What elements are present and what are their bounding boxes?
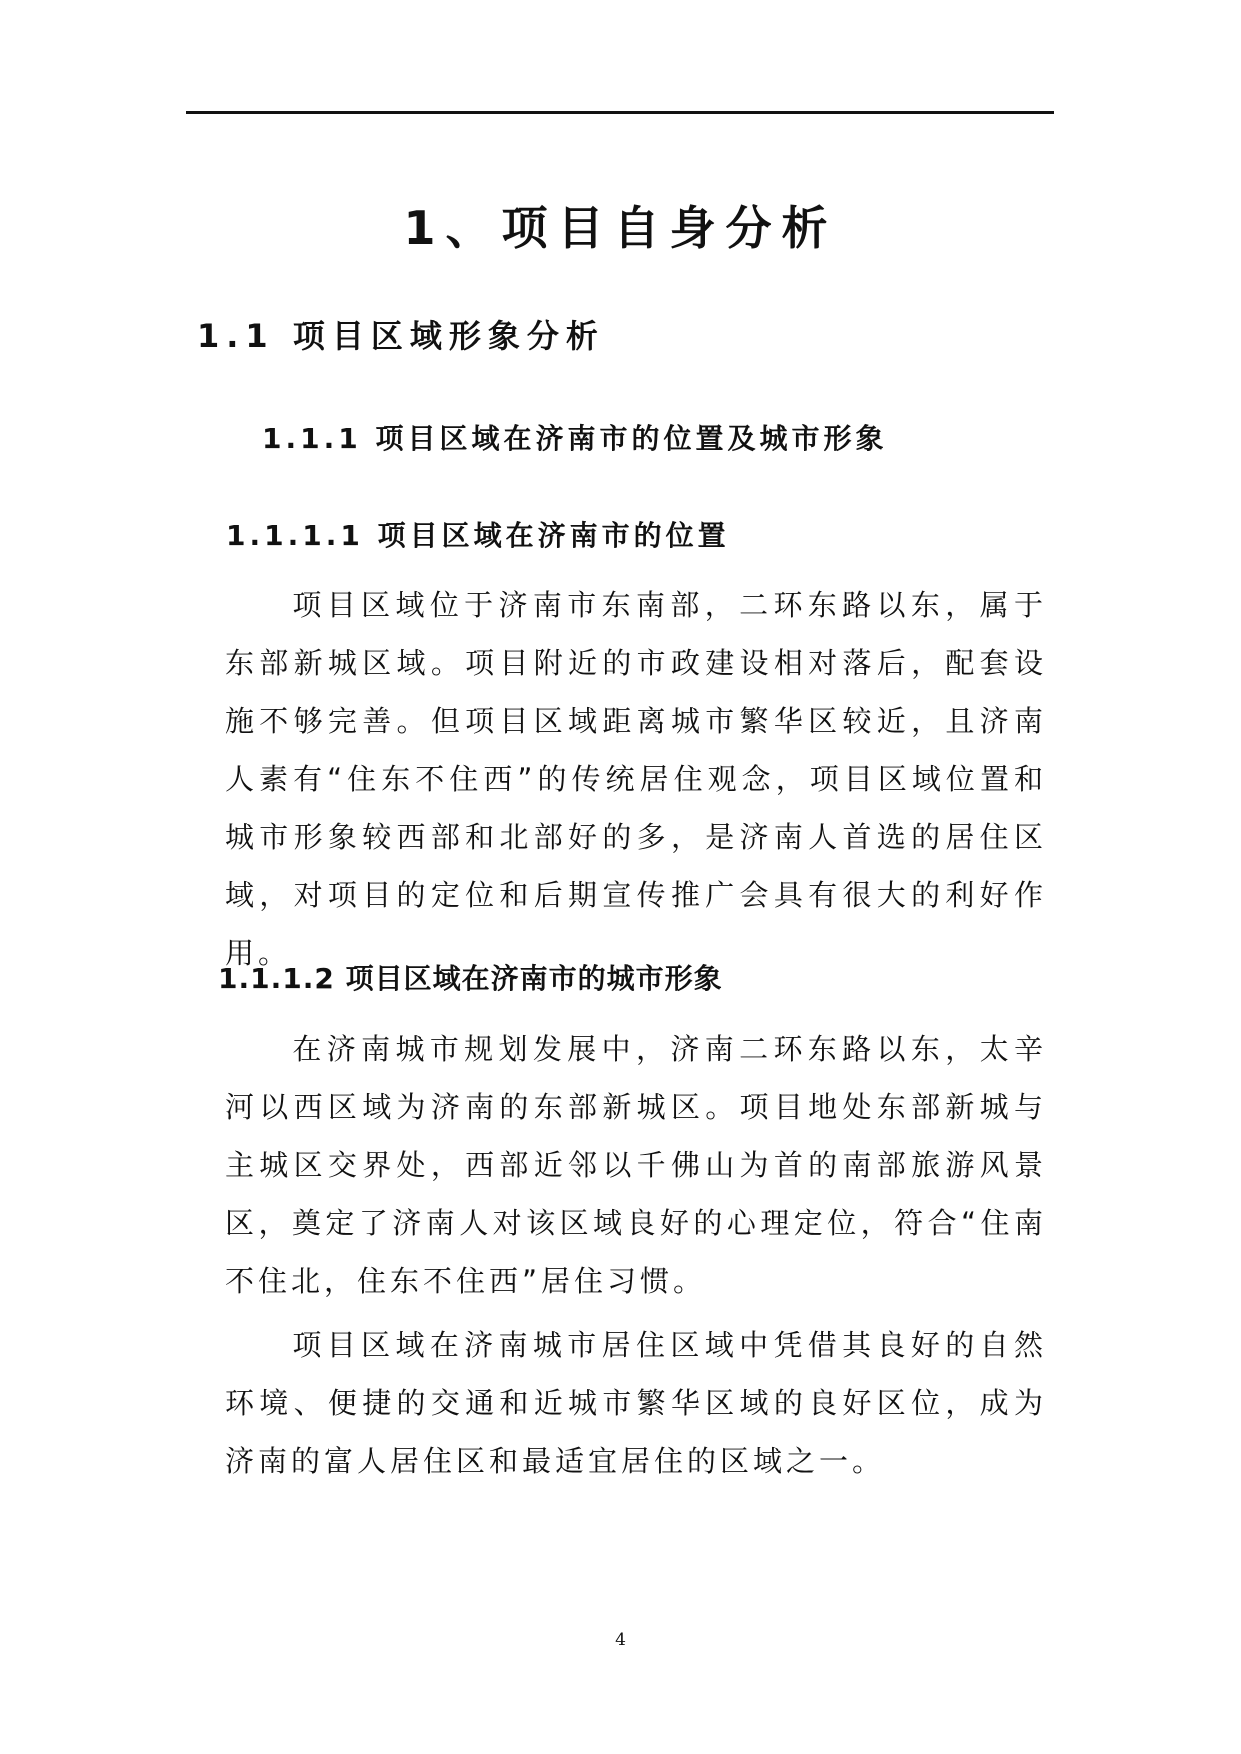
section-heading: 1.1 项目区域形象分析	[197, 317, 605, 355]
paragraph-location	[225, 576, 1047, 982]
header-rule	[186, 111, 1054, 114]
page-number: 4	[615, 1630, 626, 1650]
sub-subsection-heading-location: 1.1.1.1 项目区域在济南市的位置	[226, 519, 730, 552]
chapter-title: 1、项目自身分析	[403, 201, 838, 255]
paragraph-residential	[225, 1316, 1047, 1490]
paragraph-residential-text: 项目区域在济南城市居住区域中凭借其良好的自然环境、便捷的交通和近城市繁华区域的良好区位，成为济南的富人居住区和最适宜居住的区域之一。	[225, 1328, 1047, 1478]
paragraph-location-text: 项目区域位于济南市东南部，二环东路以东，属于东部新城区域。项目附近的市政建设相对落后，配套设施不够完善。但项目区域距离城市繁华区较近，且济南人素有“住东不住西”的传统居住观念，项目区域位置和城市形象较西部和北部好的多，是济南人首选的居住区域，对项目的定位和后期宣传推广会具有很大的利好作用。	[225, 588, 1047, 970]
subsection-heading: 1.1.1 项目区域在济南市的位置及城市形象	[262, 422, 888, 455]
sub-subsection-heading-image: 1.1.1.2 项目区域在济南市的城市形象	[218, 962, 723, 995]
paragraph-city-planning	[225, 1020, 1047, 1310]
paragraph-city-planning-text: 在济南城市规划发展中，济南二环东路以东，太辛河以西区域为济南的东部新城区。项目地处东部新城与主城区交界处，西部近邻以千佛山为首的南部旅游风景区，奠定了济南人对该区域良好的心理定位，符合“住南不住北，住东不住西”居住习惯。	[225, 1032, 1047, 1298]
